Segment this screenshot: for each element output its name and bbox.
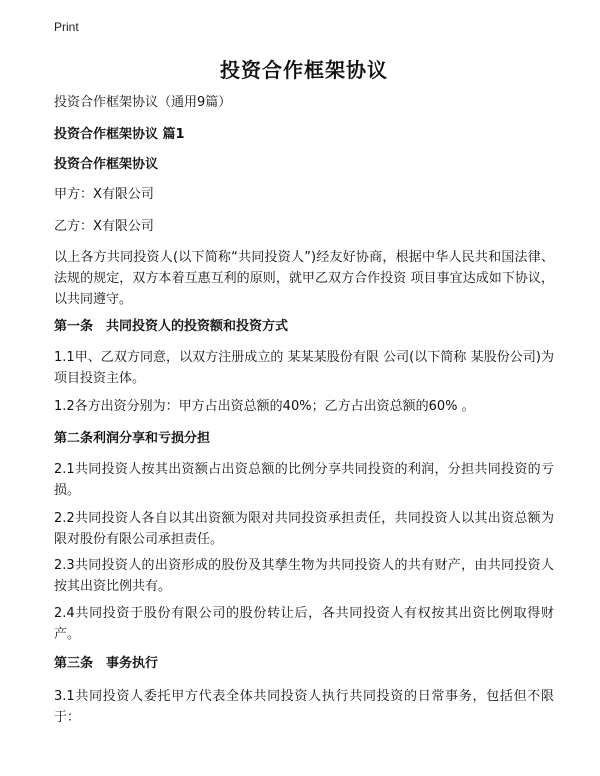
party-b: 乙方：X有限公司: [54, 219, 154, 234]
article-1-heading: 第一条 共同投资人的投资额和投资方式: [54, 319, 289, 334]
clause-2-2: 2.2共同投资人各自以其出资额为限对共同投资承担责任，共同投资人以其出资总额为限对股份有限公司承担责任。: [54, 511, 554, 547]
clause-2-3: 2.3共同投资人的出资形成的股份及其孳生物为共同投资人的共有财产，由共同投资人按其出资比例共有。: [54, 558, 554, 594]
clause-3-1: 3.1共同投资人委托甲方代表全体共同投资人执行共同投资的日常事务，包括但不限于：: [54, 689, 554, 725]
clause-1-1: 1.1甲、乙双方同意，以双方注册成立的 某某某股份有限 公司(以下简称 某股份公司)为项目投资主体。: [54, 350, 554, 386]
document-subtitle: 投资合作框架协议（通用9篇）: [54, 95, 232, 110]
document-title: 投资合作框架协议: [220, 58, 388, 82]
agreement-heading: 投资合作框架协议: [54, 157, 159, 172]
clause-2-1: 2.1共同投资人按其出资额占出资总额的比例分享共同投资的利润，分担共同投资的亏损。: [54, 462, 554, 498]
intro-paragraph: 以上各方共同投资人(以下简称“共同投资人”)经友好协商，根据中华人民共和国法律、法规的规定，双方本着互惠互利的原则，就甲乙双方合作投资 项目事宜达成如下协议，以共同遵守。: [54, 250, 554, 307]
print-link[interactable]: Print: [54, 20, 79, 34]
article-2-heading: 第二条利润分享和亏损分担: [54, 431, 211, 446]
part-heading: 投资合作框架协议 篇1: [54, 127, 185, 142]
clause-2-4: 2.4共同投资于股份有限公司的股份转让后，各共同投资人有权按其出资比例取得财产。: [54, 606, 554, 642]
clause-1-2: 1.2各方出资分别为：甲方占出资总额的40%；乙方占出资总额的60% 。: [54, 399, 475, 414]
article-3-heading: 第三条 事务执行: [54, 656, 159, 671]
party-a: 甲方：X有限公司: [54, 187, 154, 202]
